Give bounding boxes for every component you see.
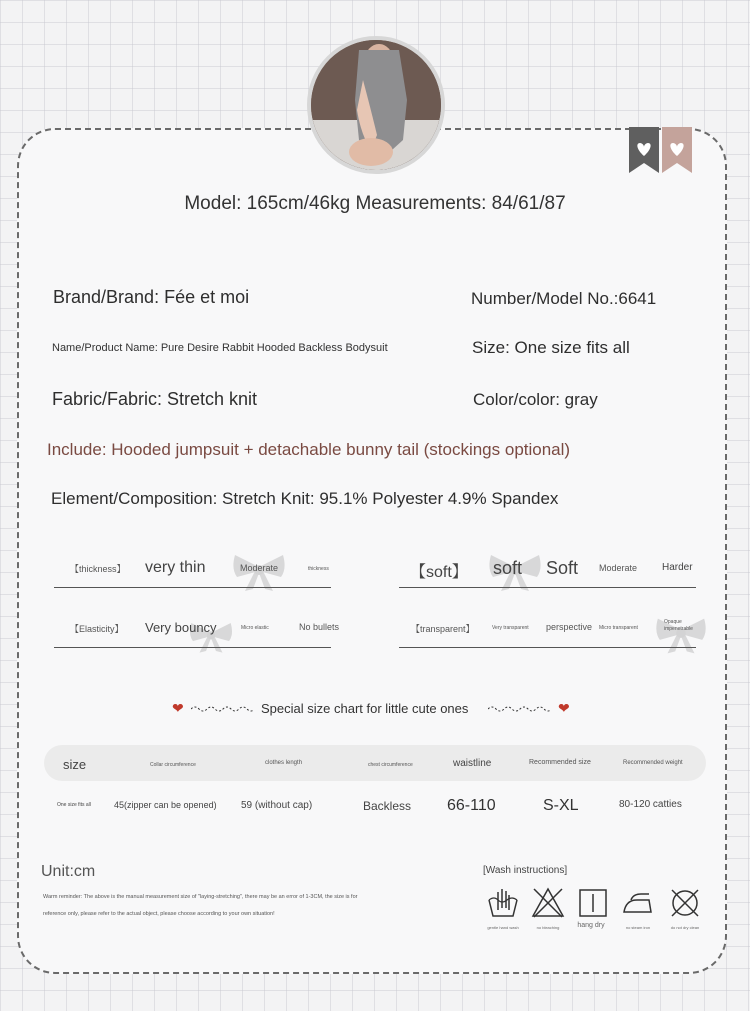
wash-title: [Wash instructions]	[483, 865, 568, 876]
thickness-option: very thin	[145, 559, 206, 576]
elasticity-label: 【Elasticity】	[70, 624, 124, 634]
size-label: Size: One size fits all	[472, 338, 630, 357]
brand-label: Brand/Brand: Fée et moi	[53, 287, 250, 307]
collar-cell: 45(zipper can be opened)	[114, 800, 217, 810]
divider	[399, 587, 696, 588]
unit-label: Unit:cm	[41, 863, 96, 880]
size-cell: One size fits all	[57, 802, 91, 808]
wash-caption: no steam iron	[625, 925, 651, 930]
size-header: size	[63, 757, 87, 772]
divider	[54, 647, 331, 648]
fabric-label: Fabric/Fabric: Stretch knit	[52, 389, 258, 409]
waistline-cell: 66-110	[447, 797, 496, 814]
wash-caption: do not dry clean	[670, 925, 700, 930]
rec-size-cell: S-XL	[543, 797, 579, 814]
wash-caption: gentle hand wash	[487, 925, 519, 930]
iron-icon	[621, 886, 655, 920]
no-dry-clean-icon	[668, 886, 702, 920]
hand-wash-icon	[486, 886, 520, 920]
divider	[54, 587, 331, 588]
elasticity-option: No bullets	[299, 622, 340, 632]
rec-size-header: Recommended size	[529, 759, 591, 766]
elasticity-option: Very bouncy	[145, 620, 217, 635]
warm-reminder: Warm reminder: The above is the manual measurement size of "laying-stretching", there may be an error of 1-3CM, the size is for	[43, 894, 358, 900]
product-name-label: Name/Product Name: Pure Desire Rabbit Hooded Backless Bodysuit	[52, 342, 388, 354]
bookmark-heart-icon	[662, 127, 692, 173]
chest-header: chest circumference	[368, 762, 413, 768]
waistline-header: waistline	[453, 758, 492, 769]
color-label: Color/color: gray	[473, 390, 598, 409]
divider	[399, 647, 696, 648]
transparent-option: Micro transparent	[599, 625, 638, 631]
heart-icon: ❤	[172, 700, 184, 716]
include-label: Include: Hooded jumpsuit + detachable bunny tail (stockings optional)	[47, 440, 571, 459]
hang-dry-icon	[576, 886, 610, 920]
length-header: clothes length	[265, 760, 303, 766]
model-photo	[307, 36, 445, 174]
soft-option: Harder	[662, 562, 693, 573]
rec-weight-cell: 80-120 catties	[619, 799, 682, 810]
collar-header: Collar circumference	[150, 762, 196, 768]
transparent-option: Very transparent	[492, 625, 529, 631]
wavy-line	[488, 705, 550, 713]
bookmark-heart-icon	[629, 127, 659, 173]
transparent-option: Opaque	[664, 619, 682, 625]
transparent-option: perspective	[546, 622, 593, 632]
model-number-label: Number/Model No.:6641	[471, 289, 657, 308]
thickness-option: thickness	[308, 566, 329, 572]
model-measurements: Model: 165cm/46kg Measurements: 84/61/87	[184, 193, 566, 214]
heart-icon: ❤	[558, 700, 570, 716]
chest-cell: Backless	[363, 799, 412, 813]
soft-option: Moderate	[599, 563, 638, 573]
size-chart-title: Special size chart for little cute ones	[261, 701, 469, 716]
thickness-option: Moderate	[240, 563, 279, 573]
composition-label: Element/Composition: Stretch Knit: 95.1% Polyester 4.9% Spandex	[51, 489, 559, 508]
product-card	[17, 128, 727, 974]
transparent-label: 【transparent】	[411, 624, 475, 634]
rec-weight-header: Recommended weight	[623, 760, 683, 766]
transparent-option: impenetrable	[664, 626, 693, 632]
length-cell: 59 (without cap)	[241, 800, 313, 811]
wash-caption: no bleaching	[536, 925, 560, 930]
warm-reminder: reference only, please refer to the actual object, please choose according to your own situation!	[43, 911, 275, 917]
wavy-line	[191, 705, 253, 713]
no-bleach-icon	[531, 886, 565, 920]
soft-option: soft	[493, 558, 523, 578]
soft-label: 【soft】	[410, 564, 468, 581]
wash-caption: hang dry	[577, 922, 605, 929]
thickness-label: 【thickness】	[70, 564, 126, 574]
soft-option: Soft	[546, 558, 579, 578]
elasticity-option: Micro elastic	[241, 625, 269, 631]
